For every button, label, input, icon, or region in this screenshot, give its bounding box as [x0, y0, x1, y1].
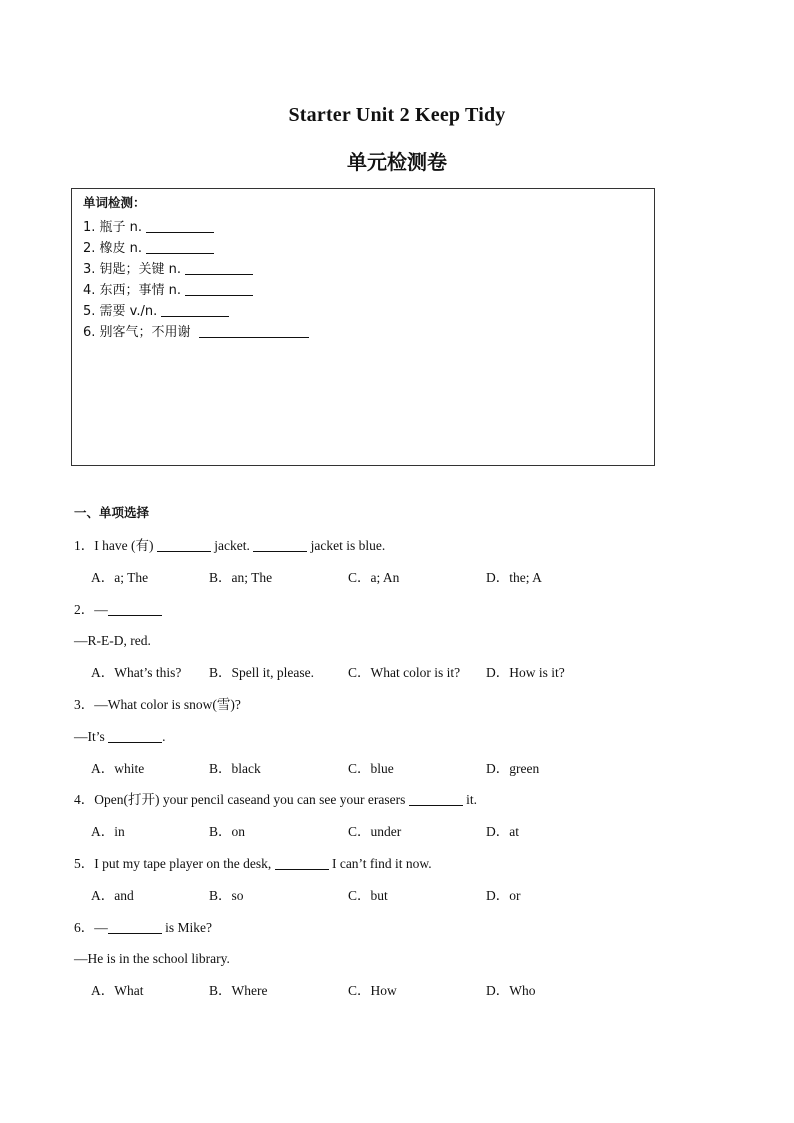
answer-blank[interactable]	[409, 791, 463, 806]
vocab-item	[83, 238, 309, 259]
vocab-list	[83, 217, 309, 343]
question-3-stem: 3．—What color is snow(雪)?	[74, 697, 241, 712]
question-2-stem: 2．—	[74, 601, 162, 619]
page-subtitle: 单元检测卷	[347, 150, 447, 174]
vocab-item	[83, 301, 309, 322]
vocab-item	[83, 322, 309, 343]
option-d[interactable]: D．at	[486, 824, 519, 839]
question-6-options	[91, 982, 711, 1000]
vocab-item	[83, 259, 309, 280]
question-1-options	[91, 569, 711, 587]
option-b[interactable]: B．so	[209, 888, 244, 903]
answer-blank[interactable]	[161, 302, 229, 317]
question-4-stem: 4．Open(打开) your pencil caseand you can see your erasers it.	[74, 792, 478, 807]
question-3-options	[91, 760, 711, 778]
answer-blank[interactable]	[275, 855, 329, 870]
question-2-reply: —R-E-D, red.	[74, 633, 151, 648]
option-c[interactable]: C．a; An	[348, 570, 400, 585]
vocab-item-text: 4. 东西；事情 n.	[83, 283, 182, 298]
question-6-stem: 6．— is Mike?	[74, 920, 212, 935]
page-title: Starter Unit 2 Keep Tidy	[288, 104, 506, 126]
vocab-item	[83, 217, 309, 238]
option-d[interactable]: D．the; A	[486, 570, 542, 585]
option-d[interactable]: D．green	[486, 761, 540, 776]
option-a[interactable]: A．What’s this?	[91, 665, 182, 680]
answer-blank[interactable]	[253, 537, 307, 552]
vocab-item-text: 6. 别客气；不用谢	[83, 325, 191, 340]
answer-blank[interactable]	[157, 537, 211, 552]
question-3-reply: —It’s .	[74, 729, 166, 744]
option-d[interactable]: D．or	[486, 888, 521, 903]
vocab-item	[83, 280, 309, 301]
option-c[interactable]: C．but	[348, 888, 388, 903]
option-a[interactable]: A．and	[91, 888, 134, 903]
question-6-reply: —He is in the school library.	[74, 951, 230, 966]
vocab-item-text: 2. 橡皮 n.	[83, 241, 143, 256]
option-a[interactable]: A．white	[91, 761, 145, 776]
option-b[interactable]: B．Where	[209, 983, 268, 998]
option-a[interactable]: A．in	[91, 824, 125, 839]
option-c[interactable]: C．What color is it?	[348, 665, 461, 680]
vocab-heading: 单词检测：	[83, 195, 146, 210]
answer-blank[interactable]	[108, 728, 162, 743]
option-b[interactable]: B．on	[209, 824, 246, 839]
option-c[interactable]: C．under	[348, 824, 402, 839]
option-c[interactable]: C．blue	[348, 761, 394, 776]
question-1-stem: 1．I have (有) jacket. jacket is blue.	[74, 538, 386, 553]
answer-blank[interactable]	[146, 218, 214, 233]
option-b[interactable]: B．black	[209, 761, 261, 776]
vocab-item-text: 3. 钥匙；关键 n.	[83, 262, 182, 277]
option-d[interactable]: D．How is it?	[486, 665, 565, 680]
answer-blank[interactable]	[199, 323, 309, 338]
option-d[interactable]: D．Who	[486, 983, 536, 998]
answer-blank[interactable]	[185, 260, 253, 275]
answer-blank[interactable]	[146, 239, 214, 254]
question-2-options	[91, 664, 711, 682]
vocab-box	[71, 188, 655, 466]
section-heading: 一、单项选择	[74, 505, 150, 520]
vocab-item-text: 1. 瓶子 n.	[83, 220, 143, 235]
question-4-options	[91, 823, 711, 841]
question-5-stem: 5．I put my tape player on the desk, I can’t find it now.	[74, 856, 432, 871]
answer-blank[interactable]	[185, 281, 253, 296]
option-a[interactable]: A．What	[91, 983, 144, 998]
vocab-item-text: 5. 需要 v./n.	[83, 304, 158, 319]
option-b[interactable]: B．an; The	[209, 570, 273, 585]
option-c[interactable]: C．How	[348, 983, 397, 998]
question-5-options	[91, 887, 711, 905]
answer-blank[interactable]	[108, 601, 162, 616]
option-a[interactable]: A．a; The	[91, 570, 149, 585]
option-b[interactable]: B．Spell it, please.	[209, 665, 314, 680]
answer-blank[interactable]	[108, 919, 162, 934]
